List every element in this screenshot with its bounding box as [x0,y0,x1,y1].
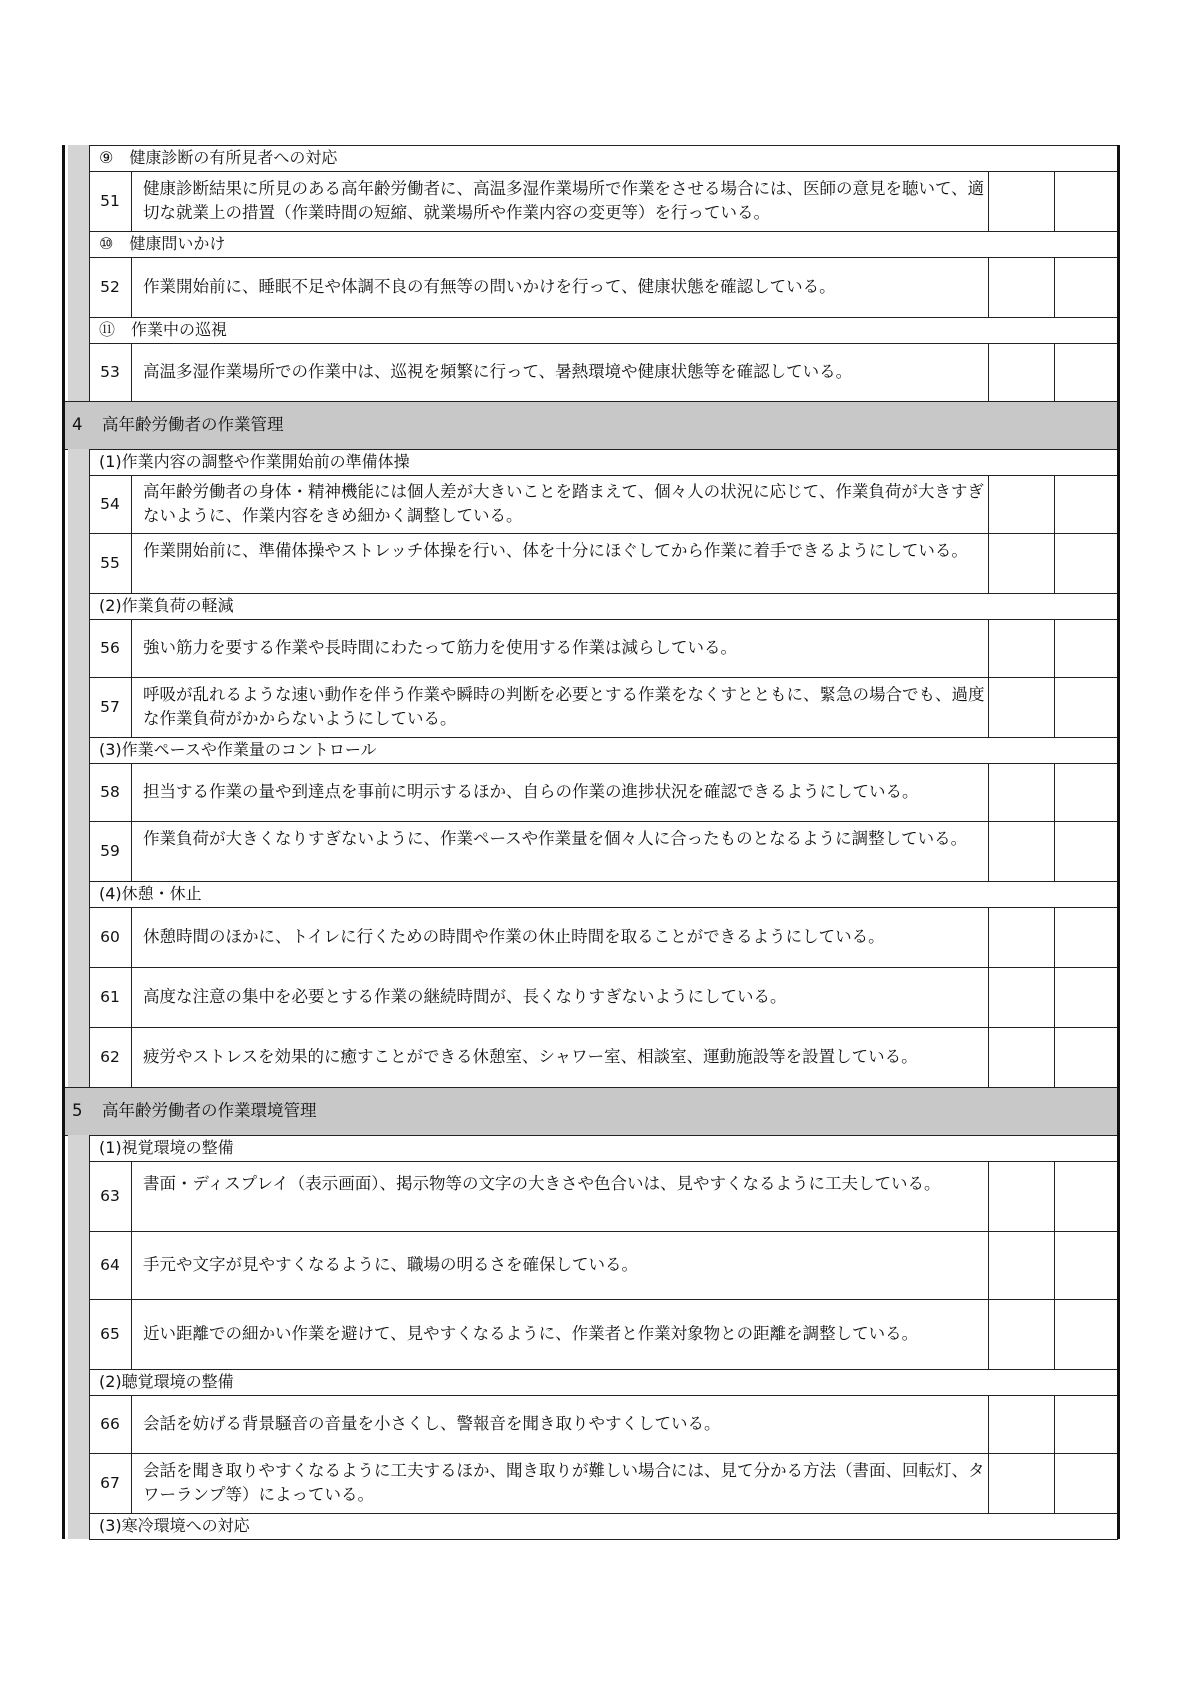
column-line [131,619,132,677]
item-number: 64 [100,1256,120,1274]
column-line [89,1135,90,1539]
check-cell-a[interactable] [989,476,1053,532]
item-number: 62 [100,1048,120,1066]
section-title: 高年齢労働者の作業環境管理 [102,1101,317,1120]
checklist-item-text: 作業負荷が大きくなりすぎないように、作業ペースや作業量を個々人に合ったものとなるように調整している。 [143,829,968,848]
check-cell-a[interactable] [989,1454,1053,1512]
column-line [988,475,989,533]
rule-line [89,1539,1118,1540]
column-line [988,907,989,967]
column-line [1054,1027,1055,1087]
rule-line [89,343,1118,344]
item-number: 63 [100,1187,120,1205]
checklist-item-text: 担当する作業の量や到達点を事前に明示するほか、自らの作業の進捗状況を確認できるようにしている。 [143,782,919,801]
check-cell-a[interactable] [989,172,1053,230]
subsection-heading: (3)作業ペースや作業量のコントロール [99,740,377,759]
column-line [1054,763,1055,821]
column-line [988,967,989,1027]
column-line [1054,967,1055,1027]
checklist-item-text: 会話を妨げる背景騒音の音量を小さくし、警報音を聞き取りやすくしている。 [143,1414,721,1433]
check-cell-b[interactable] [1055,258,1117,316]
check-cell-b[interactable] [1055,822,1117,880]
subsection-heading: ⑨ 健康診断の有所見者への対応 [99,148,338,167]
check-cell-b[interactable] [1055,1028,1117,1086]
section-number: 4 [72,415,83,434]
rule-line [89,821,1118,822]
check-cell-b[interactable] [1055,344,1117,400]
column-line [988,343,989,401]
column-line [1054,533,1055,593]
column-line [988,1231,989,1299]
right-border [1117,145,1120,1539]
column-line [988,1453,989,1513]
check-cell-a[interactable] [989,908,1053,966]
column-line [89,449,90,1087]
column-line [131,763,132,821]
checklist-item-text: 書面・ディスプレイ（表示画面）、掲示物等の文字の大きさや色合いは、見やすくなるように工夫している。 [143,1174,941,1193]
rule-line [89,231,1118,232]
check-cell-b[interactable] [1055,1300,1117,1368]
rule-line [62,401,1118,402]
check-cell-b[interactable] [1055,476,1117,532]
rule-line [89,1231,1118,1232]
check-cell-b[interactable] [1055,534,1117,592]
check-cell-a[interactable] [989,1300,1053,1368]
column-line [131,1161,132,1231]
check-cell-b[interactable] [1055,1232,1117,1298]
column-line [1054,171,1055,231]
item-number: 59 [100,842,120,860]
rule-line [89,1161,1118,1162]
checklist-item-text: 強い筋力を要する作業や長時間にわたって筋力を使用する作業は減らしている。 [143,638,737,657]
column-line [988,1395,989,1453]
column-line [1054,1453,1055,1513]
column-line [1054,1299,1055,1369]
rule-line [89,1027,1118,1028]
subsection-heading: (1)視覚環境の整備 [99,1138,234,1157]
checklist-item-text: 呼吸が乱れるような速い動作を伴う作業や瞬時の判断を必要とする作業をなくすとともに、緊急の場合でも、過度な作業負荷がかからないようにしている。 [143,685,985,728]
column-line [131,171,132,231]
rule-line [89,619,1118,620]
item-number: 61 [100,988,120,1006]
column-line [1054,1395,1055,1453]
rule-line [89,1135,1118,1136]
item-number: 66 [100,1415,120,1433]
subsection-heading: ⑪ 作業中の巡視 [99,320,228,339]
left-indent-strip [68,449,89,1087]
subsection-heading: (4)休憩・休止 [99,884,202,903]
check-cell-b[interactable] [1055,620,1117,676]
check-cell-a[interactable] [989,620,1053,676]
rule-line [89,257,1118,258]
check-cell-a[interactable] [989,1162,1053,1230]
check-cell-a[interactable] [989,534,1053,592]
column-line [131,821,132,881]
column-line [1054,343,1055,401]
check-cell-a[interactable] [989,764,1053,820]
column-line [1054,1231,1055,1299]
column-line [1054,1161,1055,1231]
left-border [62,145,65,1539]
item-number: 57 [100,698,120,716]
check-cell-a[interactable] [989,678,1053,736]
checklist-item-text: 健康診断結果に所見のある高年齢労働者に、高温多湿作業場所で作業をさせる場合には、医師の意見を聴いて、適切な就業上の措置（作業時間の短縮、就業場所や作業内容の変更等）を行っている。 [143,179,985,222]
column-line [131,1231,132,1299]
rule-line [89,1513,1118,1514]
subsection-heading: (2)聴覚環境の整備 [99,1372,234,1391]
column-line [988,533,989,593]
column-line [131,907,132,967]
rule-line [89,145,1118,146]
column-line [1054,677,1055,737]
check-cell-b[interactable] [1055,968,1117,1026]
column-line [988,257,989,317]
check-cell-a[interactable] [989,968,1053,1026]
check-cell-b[interactable] [1055,678,1117,736]
rule-line [89,1453,1118,1454]
column-line [89,145,90,401]
item-number: 56 [100,639,120,657]
rule-line [89,317,1118,318]
rule-line [89,907,1118,908]
checklist-item-text: 手元や文字が見やすくなるように、職場の明るさを確保している。 [143,1255,638,1274]
column-line [988,1027,989,1087]
left-indent-strip [68,145,89,401]
item-number: 58 [100,783,120,801]
column-line [988,677,989,737]
rule-line [89,763,1118,764]
checklist-item-text: 作業開始前に、睡眠不足や体調不良の有無等の問いかけを行って、健康状態を確認している。 [143,277,836,296]
item-number: 55 [100,554,120,572]
item-number: 67 [100,1474,120,1492]
rule-line [89,171,1118,172]
column-line [131,475,132,533]
check-cell-a[interactable] [989,1396,1053,1452]
column-line [988,763,989,821]
check-cell-a[interactable] [989,1028,1053,1086]
column-line [1054,821,1055,881]
rule-line [89,593,1118,594]
subsection-heading: (3)寒冷環境への対応 [99,1516,250,1535]
checklist-item-text: 会話を聞き取りやすくなるように工夫するほか、聞き取りが難しい場合には、見て分かる方法（書面、回転灯、タワーランプ等）によっている。 [143,1461,985,1504]
checklist-item-text: 作業開始前に、準備体操やストレッチ体操を行い、体を十分にほぐしてから作業に着手できるようにしている。 [143,541,968,560]
checklist-item-text: 高年齢労働者の身体・精神機能には個人差が大きいことを踏まえて、個々人の状況に応じて、作業負荷が大きすぎないように、作業内容をきめ細かく調整している。 [143,482,984,525]
section-title: 高年齢労働者の作業管理 [102,415,284,434]
check-cell-a[interactable] [989,1232,1053,1298]
column-line [1054,619,1055,677]
subsection-heading: ⑩ 健康問いかけ [99,234,226,253]
subsection-heading: (1)作業内容の調整や作業開始前の準備体操 [99,452,410,471]
column-line [988,619,989,677]
item-number: 51 [100,192,120,210]
check-cell-a[interactable] [989,258,1053,316]
column-line [1054,907,1055,967]
item-number: 60 [100,928,120,946]
item-number: 65 [100,1325,120,1343]
column-line [131,1299,132,1369]
check-cell-a[interactable] [989,344,1053,400]
item-number: 54 [100,495,120,513]
item-number: 53 [100,363,120,381]
check-cell-a[interactable] [989,822,1053,880]
rule-line [62,1087,1118,1088]
column-line [131,257,132,317]
column-line [131,1027,132,1087]
column-line [131,967,132,1027]
column-line [131,1453,132,1513]
column-line [131,343,132,401]
rule-line [89,1395,1118,1396]
checklist-item-text: 高温多湿作業場所での作業中は、巡視を頻繁に行って、暑熱環境や健康状態等を確認している。 [143,362,853,381]
column-line [131,533,132,593]
left-indent-strip [68,1135,89,1539]
rule-line [89,475,1118,476]
checklist-item-text: 高度な注意の集中を必要とする作業の継続時間が、長くなりすぎないようにしている。 [143,987,787,1006]
check-cell-b[interactable] [1055,1162,1117,1230]
rule-line [89,677,1118,678]
check-cell-b[interactable] [1055,908,1117,966]
subsection-heading: (2)作業負荷の軽減 [99,596,234,615]
checklist-item-text: 休憩時間のほかに、トイレに行くための時間や作業の休止時間を取ることができるようにしている。 [143,927,885,946]
section-number: 5 [72,1101,83,1120]
column-line [1054,257,1055,317]
rule-line [89,1299,1118,1300]
rule-line [89,533,1118,534]
column-line [988,171,989,231]
check-cell-b[interactable] [1055,764,1117,820]
rule-line [89,449,1118,450]
rule-line [89,1369,1118,1370]
item-number: 52 [100,278,120,296]
column-line [131,677,132,737]
checklist-item-text: 疲労やストレスを効果的に癒すことができる休憩室、シャワー室、相談室、運動施設等を設置している。 [143,1047,918,1066]
rule-line [89,967,1118,968]
check-cell-b[interactable] [1055,172,1117,230]
rule-line [89,737,1118,738]
column-line [988,821,989,881]
checklist-item-text: 近い距離での細かい作業を避けて、見やすくなるように、作業者と作業対象物との距離を調整している。 [143,1324,919,1343]
column-line [988,1299,989,1369]
column-line [131,1395,132,1453]
column-line [988,1161,989,1231]
check-cell-b[interactable] [1055,1454,1117,1512]
column-line [1054,475,1055,533]
rule-line [89,881,1118,882]
check-cell-b[interactable] [1055,1396,1117,1452]
